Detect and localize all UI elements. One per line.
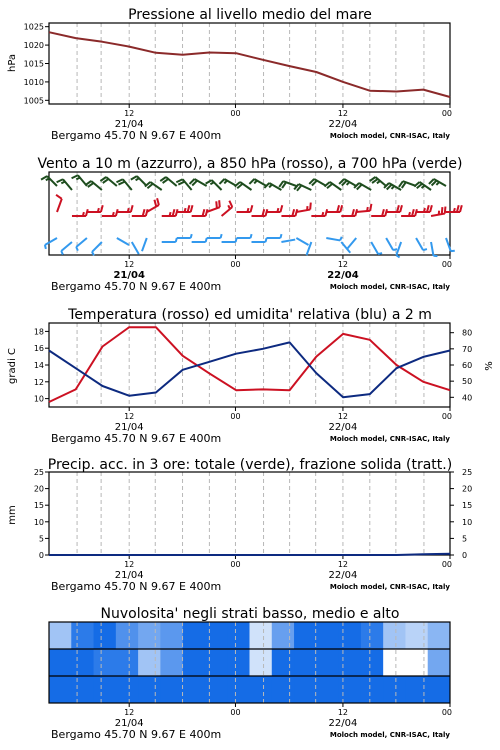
wind-barb-staff bbox=[117, 238, 129, 245]
precip-ytick-label: 10 bbox=[33, 517, 44, 527]
cloud-xtick-label: 12 bbox=[337, 708, 349, 717]
cloud-cell bbox=[227, 676, 250, 703]
wind-barb-flag bbox=[101, 205, 103, 212]
wind-barb-flag bbox=[382, 209, 384, 216]
pressure-xtick-label: 12 bbox=[124, 109, 135, 118]
cloud-cell bbox=[116, 622, 139, 649]
wind-barb-flag bbox=[45, 245, 46, 249]
temp-ytick-label: 12 bbox=[33, 377, 44, 387]
pressure-location: Bergamo 45.70 N 9.67 E 400m bbox=[51, 129, 222, 142]
wind-barb-flag bbox=[251, 234, 252, 238]
wind-barb-flag bbox=[143, 209, 145, 216]
wind-barb-flag bbox=[412, 209, 414, 216]
precip-ytick-label: 5 bbox=[38, 534, 44, 544]
temp-ytick-label: 14 bbox=[33, 361, 44, 370]
cloud-cell bbox=[138, 622, 161, 649]
wind-barb-flag bbox=[292, 209, 294, 216]
precip-xtick-label: 12 bbox=[124, 560, 135, 569]
wind-barb-flag bbox=[229, 201, 232, 207]
cloud-date-label: 21/04 bbox=[114, 718, 144, 729]
wind-barb-staff bbox=[386, 238, 393, 250]
wind-barb-flag bbox=[370, 204, 371, 211]
wind-barb-flag bbox=[136, 178, 139, 180]
wind-barb-flag bbox=[116, 179, 122, 182]
wind-barb-flag bbox=[254, 181, 257, 184]
wind-barb-flag bbox=[460, 205, 462, 212]
wind-title: Vento a 10 m (azzurro), a 850 hPa (rosso), a 700 hPa (verde) bbox=[37, 156, 463, 172]
wind-barb-flag bbox=[409, 212, 410, 216]
wind-barb-flag bbox=[191, 234, 192, 238]
cloud-cell bbox=[316, 622, 339, 649]
wind-barb-flag bbox=[157, 198, 159, 205]
humidity-ytick-label: 70 bbox=[462, 344, 473, 354]
wind-barb-flag bbox=[98, 208, 99, 212]
cloud-cell bbox=[138, 676, 161, 703]
wind-barb-staff bbox=[132, 242, 139, 254]
cloud-cell bbox=[250, 622, 273, 649]
temp-xtick-label: 00 bbox=[441, 412, 452, 421]
wind-barb-flag bbox=[266, 238, 267, 242]
wind-barb-flag bbox=[269, 185, 272, 188]
cloud-cell bbox=[272, 676, 295, 703]
cloud-cell bbox=[250, 649, 273, 676]
wind-barb-flag bbox=[251, 205, 253, 212]
cloud-cell bbox=[71, 676, 94, 703]
cloud-cell bbox=[272, 649, 295, 676]
cloud-location: Bergamo 45.70 N 9.67 E 400m bbox=[51, 728, 222, 741]
wind-barb-staff bbox=[431, 242, 433, 256]
pressure-credit: Moloch model, CNR-ISAC, Italy bbox=[329, 132, 450, 140]
humidity-ylabel: % bbox=[484, 361, 495, 371]
precip-date-label: 21/04 bbox=[114, 570, 144, 581]
cloud-cell bbox=[339, 676, 362, 703]
cloud-cell bbox=[116, 649, 139, 676]
wind-barb-staff bbox=[76, 238, 87, 247]
wind-barb-staff bbox=[416, 238, 423, 250]
wind-barb-flag bbox=[228, 205, 230, 209]
precip-ytick-label: 0 bbox=[38, 551, 44, 560]
pressure-xtick-label: 00 bbox=[230, 109, 241, 118]
wind-barb-flag bbox=[397, 205, 399, 212]
pressure-ytick-label: 1010 bbox=[23, 77, 44, 87]
wind-barb-flag bbox=[113, 212, 114, 216]
wind-barb-flag bbox=[352, 209, 354, 216]
wind-barb-flag bbox=[367, 207, 368, 211]
cloud-cell bbox=[316, 649, 339, 676]
wind-barb-flag bbox=[457, 205, 459, 212]
temp-credit: Moloch model, CNR-ISAC, Italy bbox=[329, 435, 450, 443]
temp-ytick-label: 18 bbox=[33, 327, 44, 337]
wind-barb-flag bbox=[391, 186, 394, 189]
wind-barb-staff bbox=[371, 242, 378, 254]
wind-barb-flag bbox=[170, 212, 171, 216]
temp-location: Bergamo 45.70 N 9.67 E 400m bbox=[51, 432, 222, 445]
precip-frame bbox=[49, 472, 450, 555]
cloud-cell bbox=[49, 676, 72, 703]
wind-barb-staff bbox=[92, 242, 102, 252]
cloud-cell bbox=[94, 649, 117, 676]
wind-barb-staff bbox=[281, 240, 295, 242]
cloud-cell bbox=[428, 676, 451, 703]
wind-barb-flag bbox=[210, 182, 213, 184]
cloud-cell bbox=[294, 649, 317, 676]
wind-barb-flag bbox=[203, 209, 205, 216]
precip-right-ytick-label: 10 bbox=[462, 517, 473, 527]
wind-barb-flag bbox=[61, 182, 65, 184]
wind-barb-flag bbox=[206, 238, 207, 242]
precip-right-ytick-label: 15 bbox=[462, 501, 473, 511]
wind-barb-flag bbox=[219, 200, 220, 207]
wind-barb-staff bbox=[296, 238, 308, 245]
cloud-cell bbox=[227, 622, 250, 649]
cloud-cell bbox=[116, 676, 139, 703]
temp-xtick-label: 00 bbox=[230, 412, 241, 421]
wind-xtick-label: 00 bbox=[441, 260, 452, 269]
wind-barb-flag bbox=[445, 207, 446, 214]
humidity-ytick-label: 80 bbox=[462, 328, 473, 338]
wind-barb-flag bbox=[430, 205, 432, 212]
wind-xtick-label: 12 bbox=[124, 260, 135, 269]
temp-ytick-label: 16 bbox=[33, 344, 44, 354]
cloud-xtick-label: 00 bbox=[230, 708, 241, 717]
wind-barb-flag bbox=[191, 205, 193, 212]
wind-barb-flag bbox=[423, 249, 427, 250]
precip-line bbox=[49, 554, 450, 555]
pressure-xtick-label: 00 bbox=[441, 109, 452, 118]
wind-barb-flag bbox=[400, 205, 402, 212]
wind-barb-flag bbox=[377, 181, 380, 183]
temp-ylabel: gradi C bbox=[7, 348, 18, 384]
cloud-cell bbox=[250, 676, 273, 703]
temp-ytick-label: 10 bbox=[33, 394, 44, 404]
cloud-cell bbox=[405, 622, 428, 649]
pressure-title: Pressione al livello medio del mare bbox=[128, 7, 372, 23]
cloud-cell bbox=[160, 649, 183, 676]
cloud-cell bbox=[316, 676, 339, 703]
temp-xtick-label: 12 bbox=[337, 412, 349, 421]
humidity-ytick-label: 40 bbox=[462, 393, 473, 403]
pressure-ylabel: hPa bbox=[7, 53, 18, 73]
wind-barb-flag bbox=[322, 212, 323, 216]
wind-barb-flag bbox=[76, 178, 80, 180]
wind-barb-flag bbox=[128, 208, 129, 212]
precip-ytick-label: 15 bbox=[33, 501, 44, 511]
wind-barb-staff bbox=[45, 238, 57, 245]
wind-barb-staff bbox=[57, 199, 62, 212]
cloud-cell bbox=[339, 649, 362, 676]
wind-barb-flag bbox=[176, 238, 177, 242]
cloud-cell bbox=[294, 622, 317, 649]
wind-credit: Moloch model, CNR-ISAC, Italy bbox=[329, 283, 450, 291]
wind-barb-flag bbox=[249, 179, 254, 184]
pressure-date-label: 22/04 bbox=[328, 119, 358, 130]
wind-barb-staff bbox=[396, 242, 401, 255]
cloud-cell bbox=[361, 622, 384, 649]
pressure-ytick-label: 1015 bbox=[23, 59, 44, 69]
humidity-ytick-label: 60 bbox=[462, 361, 473, 370]
wind-barb-flag bbox=[57, 179, 63, 182]
temperature-line bbox=[49, 327, 450, 402]
wind-barb-flag bbox=[72, 175, 78, 178]
temp-xtick-label: 12 bbox=[124, 412, 135, 421]
wind-barb-flag bbox=[424, 208, 425, 212]
wind-date-label: 21/04 bbox=[113, 270, 145, 281]
precip-ytick-label: 20 bbox=[33, 484, 44, 494]
pressure-date-label: 21/04 bbox=[114, 119, 144, 130]
cloud-date-label: 22/04 bbox=[328, 718, 358, 729]
wind-location: Bergamo 45.70 N 9.67 E 400m bbox=[51, 280, 222, 293]
cloud-cell bbox=[94, 622, 117, 649]
cloud-cell bbox=[205, 622, 228, 649]
cloud-cell bbox=[183, 676, 206, 703]
cloud-cell bbox=[205, 649, 228, 676]
temp-date-label: 21/04 bbox=[114, 422, 144, 433]
wind-barb-flag bbox=[224, 181, 227, 184]
cloud-cell bbox=[49, 622, 72, 649]
wind-barb-flag bbox=[176, 179, 182, 182]
cloud-cell bbox=[294, 676, 317, 703]
humidity-ytick-label: 50 bbox=[462, 377, 473, 387]
wind-barb-flag bbox=[337, 205, 339, 212]
cloud-cell bbox=[272, 622, 295, 649]
wind-barb-flag bbox=[310, 203, 311, 210]
cloud-xtick-label: 00 bbox=[441, 708, 452, 717]
wind-barb-flag bbox=[61, 251, 63, 255]
cloud-cell bbox=[160, 676, 183, 703]
wind-barb-staff bbox=[142, 238, 147, 251]
cloud-cell bbox=[383, 649, 406, 676]
precip-title: Precip. acc. in 3 ore: totale (verde), frazione solida (tratt.) bbox=[47, 457, 453, 473]
wind-barb-flag bbox=[221, 234, 222, 238]
cloud-cell bbox=[71, 649, 94, 676]
wind-barb-flag bbox=[427, 205, 429, 212]
wind-barb-flag bbox=[76, 247, 78, 251]
precip-location: Bergamo 45.70 N 9.67 E 400m bbox=[51, 580, 222, 593]
cloud-cell bbox=[160, 622, 183, 649]
pressure-ytick-label: 1025 bbox=[23, 22, 44, 32]
pressure-line bbox=[49, 32, 450, 97]
wind-barb-staff bbox=[347, 238, 356, 249]
wind-barb-flag bbox=[118, 182, 124, 185]
wind-xtick-label: 12 bbox=[337, 260, 349, 269]
precip-date-label: 22/04 bbox=[328, 570, 358, 581]
wind-barb-flag bbox=[83, 212, 84, 216]
cloud-credit: Moloch model, CNR-ISAC, Italy bbox=[329, 731, 450, 739]
cloud-cell bbox=[227, 649, 250, 676]
precip-right-ytick-label: 5 bbox=[462, 534, 468, 544]
cloud-title: Nuvolosita' negli strati basso, medio e alto bbox=[100, 606, 400, 622]
wind-barb-flag bbox=[131, 205, 133, 212]
wind-barb-flag bbox=[378, 253, 382, 254]
wind-barb-flag bbox=[247, 208, 248, 212]
wind-barb-flag bbox=[436, 182, 439, 185]
wind-barb-flag bbox=[185, 208, 186, 212]
cloud-cell bbox=[383, 622, 406, 649]
cloud-xtick-label: 12 bbox=[124, 708, 135, 717]
pressure-ytick-label: 1005 bbox=[23, 96, 44, 106]
cloud-cell bbox=[138, 649, 161, 676]
wind-barb-staff bbox=[61, 242, 72, 251]
wind-barb-flag bbox=[442, 207, 443, 214]
cloud-cell bbox=[94, 676, 117, 703]
wind-barb-flag bbox=[280, 205, 282, 212]
wind-barb-flag bbox=[280, 234, 281, 238]
cloud-cell bbox=[205, 676, 228, 703]
cloud-cell bbox=[361, 676, 384, 703]
wind-barb-flag bbox=[219, 179, 224, 184]
precip-right-ytick-label: 0 bbox=[462, 551, 468, 560]
cloud-cell bbox=[428, 622, 451, 649]
wind-barb-flag bbox=[393, 249, 397, 250]
wind-barb-flag bbox=[347, 182, 350, 185]
precip-right-ytick-label: 20 bbox=[462, 484, 473, 494]
temp-title: Temperatura (rosso) ed umidita' relativa (blu) a 2 m bbox=[68, 307, 432, 323]
temp-frame bbox=[49, 323, 450, 407]
cloud-cell bbox=[49, 649, 72, 676]
pressure-ytick-label: 1020 bbox=[23, 41, 44, 51]
wind-barb-flag bbox=[178, 182, 184, 185]
temp-date-label: 22/04 bbox=[328, 422, 358, 433]
cloud-cell bbox=[71, 622, 94, 649]
cloud-cell bbox=[183, 649, 206, 676]
wind-barb-flag bbox=[188, 205, 190, 212]
wind-barb-flag bbox=[340, 205, 342, 212]
wind-barb-flag bbox=[340, 237, 342, 241]
wind-barb-flag bbox=[173, 209, 175, 216]
wind-barb-flag bbox=[236, 238, 237, 242]
precip-xtick-label: 00 bbox=[441, 560, 452, 569]
cloud-cell bbox=[428, 649, 451, 676]
cloud-cell bbox=[383, 676, 406, 703]
wind-barb-flag bbox=[216, 201, 217, 208]
cloud-cell bbox=[183, 622, 206, 649]
wind-barb-flag bbox=[56, 195, 62, 199]
precip-xtick-label: 00 bbox=[230, 560, 241, 569]
precip-ytick-label: 25 bbox=[33, 468, 44, 477]
precip-ylabel: mm bbox=[7, 505, 18, 525]
wind-barb-flag bbox=[154, 200, 156, 207]
precip-xtick-label: 12 bbox=[337, 560, 349, 569]
wind-barb-flag bbox=[277, 208, 278, 212]
precip-credit: Moloch model, CNR-ISAC, Italy bbox=[329, 583, 450, 591]
wind-barb-flag bbox=[454, 208, 455, 212]
cloud-cell bbox=[361, 649, 384, 676]
wind-date-label: 22/04 bbox=[327, 270, 359, 281]
cloud-cell bbox=[339, 622, 362, 649]
pressure-xtick-label: 12 bbox=[337, 109, 349, 118]
wind-barb-staff bbox=[326, 238, 340, 240]
wind-xtick-label: 00 bbox=[230, 260, 241, 269]
precip-right-ytick-label: 25 bbox=[462, 468, 473, 477]
cloud-cell bbox=[405, 676, 428, 703]
cloud-cell bbox=[405, 649, 428, 676]
